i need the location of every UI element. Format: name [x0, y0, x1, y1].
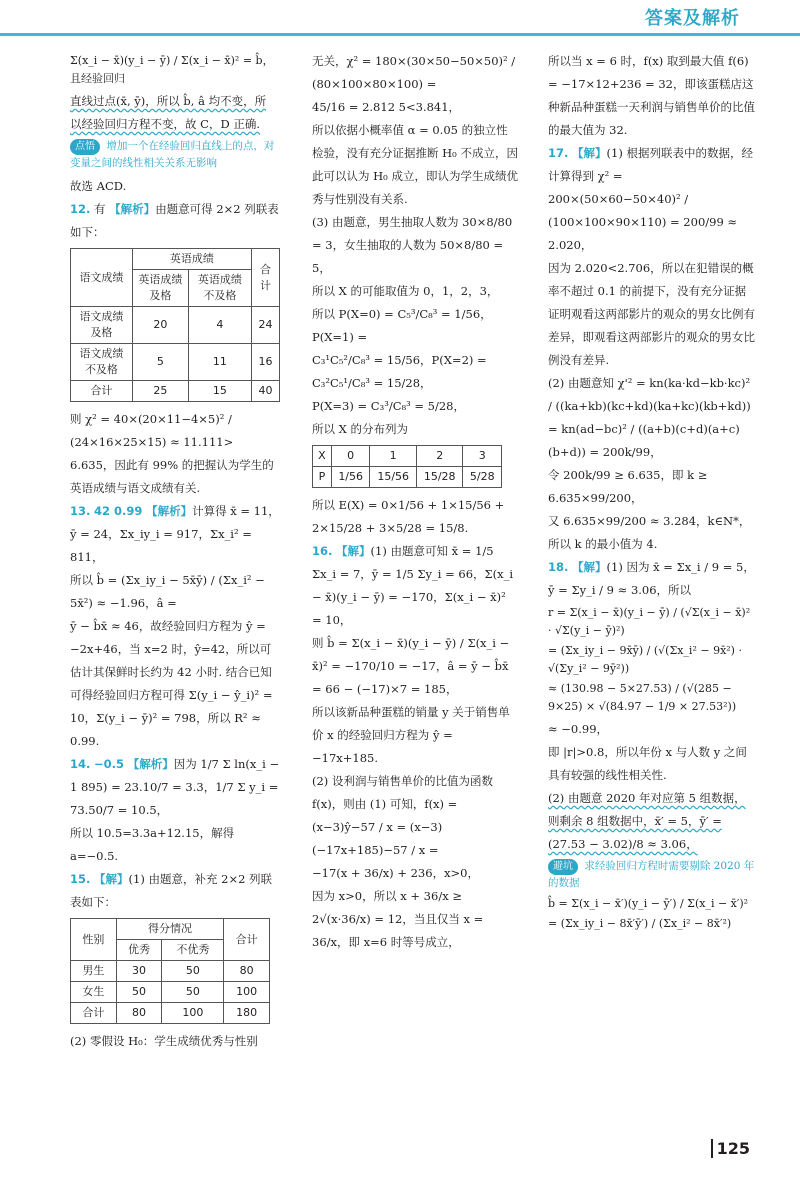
- question-13: 13. 42 0.99 【解析】计算得 x̄ = 11，ȳ = 24，Σx_iy_i = 917，Σx_i² = 811，: [70, 504, 280, 564]
- table-row: 合计 80 100 180: [71, 1003, 270, 1024]
- question-16: 16. 【解】(1) 由题意可知 x̄ = 1/5 Σx_i = 7，ȳ = 1/5 Σy_i = 66，Σ(x_i − x̄)(y_i − ȳ) = −170，Σ(x_i − x̄)² = 10，: [312, 544, 514, 627]
- text-line: (2) 由题意知 χ'² = kn(ka·kd−kb·kc)² / ((ka+kb)(kc+kd)(ka+kc)(kb+kd)) = kn(ad−bc)² / ((a+b)(c+d)(a+c)(b+d)) = 200k/99，: [548, 376, 751, 459]
- question-12: 12. 有 【解析】由题意可得 2×2 列联表如下：: [70, 202, 279, 239]
- table-header: 性别: [71, 919, 117, 961]
- text-line: (2) 由题意 2020 年对应第 5 组数据，则剩余 8 组数据中，x̄′ = 5，ȳ′ = (27.53 − 3.02)/8 ≈ 3.06，: [548, 791, 746, 851]
- text-line: ≈ −0.99，: [548, 722, 609, 736]
- table-header: 英语成绩不及格: [188, 270, 251, 307]
- table-header: 不优秀: [162, 940, 224, 961]
- regression-formula: Σ(x_i − x̄)(y_i − ȳ) / Σ(x_i − x̄)² = b̂，且经验回归: [70, 54, 274, 85]
- text-line: C₃¹C₅²/C₈³ = 15/56，P(X=2) = C₃²C₅¹/C₈³ = 15/28，: [312, 353, 487, 390]
- text-line: 45/16 = 2.812 5<3.841，: [312, 100, 461, 114]
- text-line: (2) 零假设 H₀：学生成绩优秀与性别: [70, 1034, 258, 1048]
- text-line: P(X=3) = C₃³/C₈³ = 5/28，: [312, 399, 465, 413]
- table-header: 合计: [224, 919, 270, 961]
- tip-text: 增加一个在经验回归直线上的点，对变量之间的线性相关关系无影响: [70, 140, 275, 169]
- header-rule: [0, 33, 800, 36]
- slope-formula: b̂ = Σ(x_i − x̄′)(y_i − ȳ′) / Σ(x_i − x̄′)²: [548, 897, 749, 910]
- pitfall-badge: 避坑: [548, 859, 578, 875]
- correlation-formula: = (Σx_iy_i − 9x̄ȳ) / (√(Σx_i² − 9x̄²) · √(Σy_i² − 9ȳ²)): [548, 644, 742, 675]
- table-row: 语文成绩不及格 5 11 16: [71, 344, 280, 381]
- table-header: 语文成绩: [71, 249, 133, 307]
- text-line: 所以 X 的分布列为: [312, 422, 408, 436]
- table-header: 英语成绩及格: [132, 270, 188, 307]
- pitfall-note: [548, 858, 756, 891]
- text-line: (2) 设利润与销售单价的比值为函数 f(x)，则由 (1) 可知，f(x) = (x−3)ŷ−57 / x = (x−3)(−17x+185)−57 / x =: [312, 774, 493, 857]
- column-3: [548, 50, 756, 935]
- table-header: 优秀: [116, 940, 162, 961]
- table-row: P 1/56 15/56 15/28 5/28: [313, 467, 502, 488]
- question-18: 18. 【解】(1) 因为 x̄ = Σx_i / 9 = 5，ȳ = Σy_i / 9 ≈ 3.06，所以: [548, 560, 755, 597]
- text-line: 10，Σ(y_i − ȳ)² = 798，所以 R² ≈ 0.99.: [70, 711, 261, 748]
- text-line: 又 6.635×99/200 ≈ 3.284，k∈N*，所以 k 的最小值为 4.: [548, 514, 751, 551]
- question-14: 14. −0.5 【解析】因为 1/7 Σ ln(x_i − 1 895) = 23.10/7 = 3.3，1/7 Σ y_i =: [70, 757, 280, 794]
- text-line: 所以当 x = 6 时，f(x) 取到最大值 f(6) = −17×12+236 = 32，即该蛋糕店这种新品种蛋糕一天利润与销售单价的比值的最大值为 32.: [548, 54, 755, 137]
- text-line: 即 |r|>0.8，所以年份 x 与人数 y 之间具有较强的线性相关性.: [548, 745, 747, 782]
- correlation-formula: r = Σ(x_i − x̄)(y_i − ȳ) / (√Σ(x_i − x̄)² · √Σ(y_i − ȳ)²): [548, 606, 751, 637]
- page-number: 125: [711, 1139, 750, 1158]
- contingency-table-15: [70, 918, 270, 1024]
- table-row: 语文成绩及格 20 4 24: [71, 307, 280, 344]
- text-line: ȳ − b̂x̄ ≈ 46，故经验回归方程为 ŷ = −2x+46，当 x=2 时，ŷ=42，所以可估计其保鲜时长约为 42 小时. 结合已知可得经验回归方程可得 Σ(y_i − ŷ_i)² =: [70, 619, 273, 702]
- text-line: (3) 由题意，男生抽取人数为 30×8/80 = 3，女生抽取的人数为 50×8/80 = 5，: [312, 215, 513, 275]
- table-row: 女生 50 50 100: [71, 982, 270, 1003]
- table-row: 男生 30 50 80: [71, 961, 270, 982]
- question-17: 17. 【解】(1) 根据列联表中的数据，经计算得到 χ² = 200×(50×60−50×40)² / (100×100×90×110) = 200/99 ≈ 2.020，: [548, 146, 753, 252]
- pitfall-text: 求经验回归方程时需要剔除 2020 年的数据: [548, 860, 755, 889]
- tip-badge: 点悟: [70, 139, 100, 155]
- text-line: 因为 2.020<2.706，所以在犯错误的概率不超过 0.1 的前提下，没有充分证据证明观看这两部影片的观众的男女比例有差异，即观看这两部影片的观众的男女比例没有差异.: [548, 261, 755, 367]
- page-header-title: 答案及解析: [645, 8, 740, 29]
- table-header: 得分情况: [116, 919, 224, 940]
- table-header: 英语成绩: [132, 249, 251, 270]
- text-line: 因为 x>0，所以 x + 36/x ≥ 2√(x·36/x) = 12，当且仅当 x = 36/x，即 x=6 时等号成立，: [312, 889, 484, 949]
- text-line: 以经验回归方程不变，故 C，D 正确.: [70, 117, 260, 131]
- table-row: 合计 25 15 40: [71, 381, 280, 402]
- text-line: 故选 ACD.: [70, 179, 127, 193]
- slope-formula: = (Σx_iy_i − 8x̄′ȳ′) / (Σx_i² − 8x̄′²): [548, 917, 732, 930]
- column-2: [312, 50, 518, 954]
- text-line: 所以依据小概率值 α = 0.05 的独立性检验，没有充分证据推断 H₀ 不成立，因此可以认为 H₀ 成立，即认为学生成绩优秀与性别没有关系.: [312, 123, 518, 206]
- text-line: 所以 X 的可能取值为 0，1，2，3，: [312, 284, 499, 298]
- text-line: 无关，χ² = 180×(30×50−50×50)² / (80×100×80×100) =: [312, 54, 516, 91]
- text-line: 所以 b̂ = (Σx_iy_i − 5x̄ȳ) / (Σx_i² − 5x̄²) ≈ −1.96，â =: [70, 573, 265, 610]
- text-line: 所以 P(X=0) = C₅³/C₈³ = 1/56，P(X=1) =: [312, 307, 492, 344]
- text-line: 则 b̂ = Σ(x_i − x̄)(y_i − ȳ) / Σ(x_i − x̄)² = −170/10 = −17，â = ȳ − b̂x̄ = 66 − (−17)×7 = 185，: [312, 636, 510, 696]
- correlation-formula: ≈ (130.98 − 5×27.53) / (√(285 − 9×25) × √(84.97 − 1/9 × 27.53²)): [548, 682, 737, 713]
- question-15: 15. 【解】(1) 由题意，补充 2×2 列联表如下：: [70, 872, 273, 909]
- distribution-table: [312, 445, 502, 488]
- text-line: 所以该新品种蛋糕的销量 y 关于销售单价 x 的经验回归方程为 ŷ = −17x+185.: [312, 705, 510, 765]
- text-line: 直线过点(x̄, ȳ)，所以 b̂, â 均不变，所: [70, 94, 267, 108]
- table-row: X 0 1 2 3: [313, 446, 502, 467]
- text-line: 则 χ² = 40×(20×11−4×5)² / (24×16×25×15) ≈ 11.111>: [70, 412, 234, 449]
- text-line: −17(x + 36/x) + 236，x>0，: [312, 866, 480, 880]
- table-header: 合计: [251, 249, 279, 307]
- text-line: 73.50/7 = 10.5，: [70, 803, 169, 817]
- text-line: 所以 10.5=3.3a+12.15，解得 a=−0.5.: [70, 826, 235, 863]
- text-line: 6.635，因此有 99% 的把握认为学生的英语成绩与语文成绩有关.: [70, 458, 274, 495]
- text-line: 令 200k/99 ≥ 6.635，即 k ≥ 6.635×99/200，: [548, 468, 708, 505]
- contingency-table-12: [70, 248, 280, 402]
- text-line: 所以 E(X) = 0×1/56 + 1×15/56 + 2×15/28 + 3×5/28 = 15/8.: [312, 498, 505, 535]
- tip-note: [70, 138, 280, 171]
- column-1: [70, 50, 280, 1053]
